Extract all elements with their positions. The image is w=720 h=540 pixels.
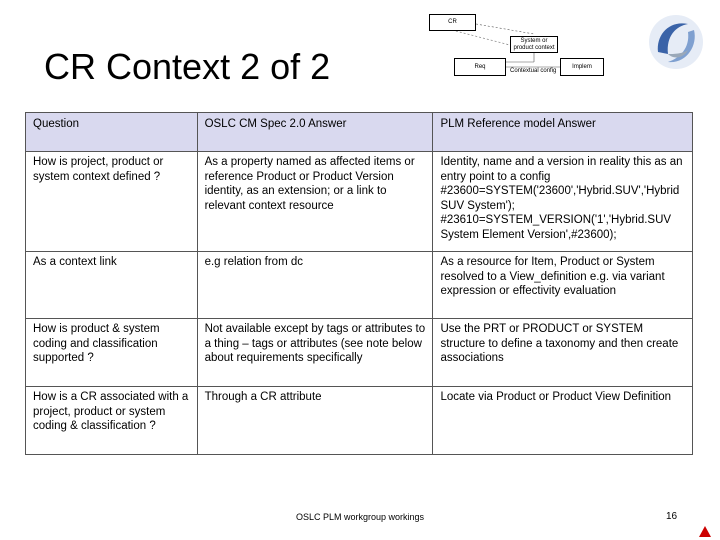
next-slide-triangle-icon[interactable] (699, 526, 711, 537)
oslc-logo-icon (648, 14, 704, 70)
req-box: Req (454, 58, 506, 76)
system-context-box: System or product context (510, 36, 558, 53)
oslc-answer-cell: Not available except by tags or attributes to a thing – tags or attributes (see note below about requirements specifically (197, 319, 433, 387)
question-cell: As a context link (26, 252, 198, 319)
footer-text: OSLC PLM workgroup workings (295, 512, 425, 522)
question-cell: How is project, product or system context defined ? (26, 152, 198, 252)
plm-answer-cell: Locate via Product or Product View Definition (433, 387, 693, 455)
page-number: 16 (666, 511, 678, 522)
plm-answer-cell: As a resource for Item, Product or System resolved to a View_definition e.g. via variant expression or effectivity evaluation (433, 252, 693, 319)
table-row (26, 152, 693, 252)
table-row (26, 387, 693, 455)
header-question: Question (26, 113, 198, 152)
table-row (26, 252, 693, 319)
oslc-answer-cell: Through a CR attribute (197, 387, 433, 455)
comparison-table (25, 112, 693, 455)
question-cell: How is a CR associated with a project, product or system coding & classification ? (26, 387, 198, 455)
header-oslc-answer: OSLC CM Spec 2.0 Answer (197, 113, 433, 152)
cr-box: CR (429, 14, 476, 31)
header-plm-answer: PLM Reference model Answer (433, 113, 693, 152)
implem-box: Implem (560, 58, 604, 76)
question-cell: How is product & system coding and classification supported ? (26, 319, 198, 387)
contextual-config-label: Contextual config (510, 68, 557, 74)
plm-answer-cell: Identity, name and a version in reality this as an entry point to a config #23600=SYSTEM('23600','Hybrid.SUV','Hybrid SUV System'); #23610=SYSTEM_VERSION('1','Hybrid.SUV System Element Version',#23600); (433, 152, 693, 252)
slide-title: CR Context 2 of 2 (44, 46, 331, 87)
plm-answer-cell: Use the PRT or PRODUCT or SYSTEM structure to define a taxonomy and then create associations (433, 319, 693, 387)
table-header-row (26, 113, 693, 152)
oslc-answer-cell: e.g relation from dc (197, 252, 433, 319)
oslc-answer-cell: As a property named as affected items or reference Product or Product Version identity, as an extension; or a link to relevant context resource (197, 152, 433, 252)
table-row (26, 319, 693, 387)
